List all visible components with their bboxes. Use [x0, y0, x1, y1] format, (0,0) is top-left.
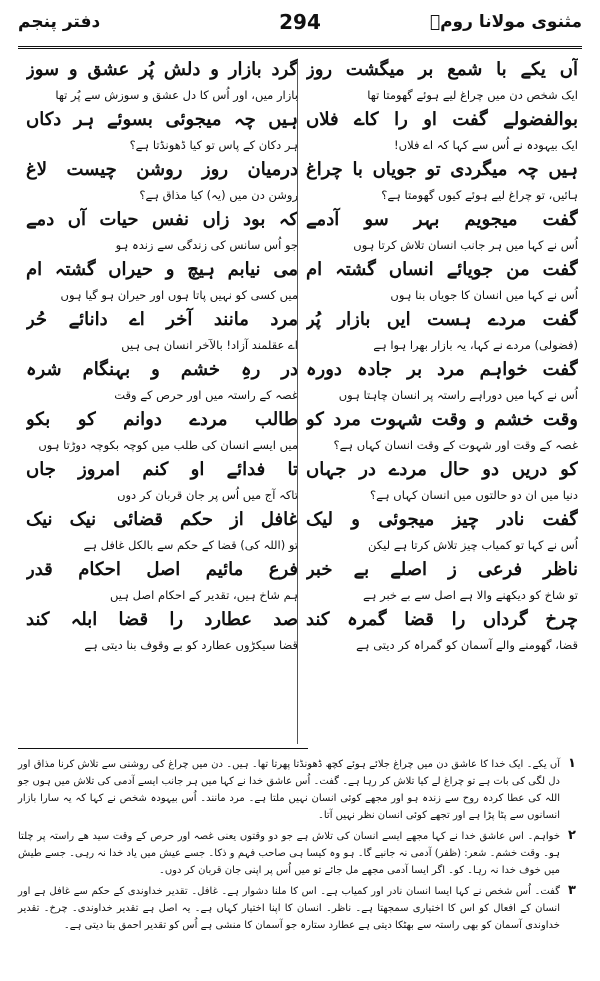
persian-verse: گرد بازار و دلش پُر عشق و سوز — [26, 59, 298, 80]
footnote-text: آں یکے۔ ایک خدا کا عاشق دن میں چراغ جلائے ہوئے کچھ ڈھونڈتا پھرتا تھا۔ ہیں۔ دن میں چراغ کی روشنی سے تلاش کرنا مذاق اور دل لگی کی بات ہے تو چراغ لے کیا تلاش کر رہا ہے۔ گفت۔ اُس عاشق خدا نے کہا میں ہر جانب ایسے آدمی کی تلاش میں ہوں جو اللہ کی عطا کردہ روح سے زندہ ہو اور مجھے کوئی انسان نہیں ملتا ہے۔ مرد مانند۔ اُس بیہودہ شخص نے کہا کہ یہ سارا بازار انسانوں سے پٹا پڑا ہے اور تجھے کوئی انسان نظر نہیں آتا۔ — [18, 759, 560, 821]
couplet — [26, 256, 298, 306]
persian-verse: درمیان روز روشن چیست لاغ — [26, 159, 298, 180]
footnote-text: گفت۔ اُس شخص نے کہا ایسا انسان نادر اور کمیاب ہے۔ اس کا ملنا دشوار ہے۔ غافل۔ تقدیر خداوندی کے حکم سے غافل ہے اور انسان کے افعال کو اس کا اختیاری سمجھتا ہے۔ ناظر۔ انسان کا اپنا اختیار کہاں ہے۔ یہ اصل ہے تقدیر خداوندی۔ چرخ۔ تقدیر خداوندی آسمان کو بھی راستہ سے بھٹکا دیتی ہے عطارد ستارہ جو آسمان کا منشی ہے اُس کو تقدیر احمق بنا دیتی ہے۔ — [18, 886, 560, 931]
couplet — [26, 106, 298, 156]
persian-verse: گفت خواہم مرد بر جادہ دورہ — [306, 359, 578, 380]
couplet — [306, 106, 578, 156]
persian-verse: گفت مردے ہست ایں بازار پُر — [306, 309, 578, 330]
column-divider — [297, 60, 298, 744]
persian-verse: بوالفضولے گفت او را کاے فلاں — [306, 109, 578, 130]
couplet — [306, 556, 578, 606]
footnote-number: ۲ — [568, 828, 576, 843]
urdu-translation: روشن دن میں (یہ) کیا مذاق ہے؟ — [139, 188, 298, 202]
footnote-number: ۳ — [568, 883, 576, 898]
urdu-translation: اُس نے کہا میں دوراہے راستہ پر انسان چاہتا ہوں — [338, 388, 578, 402]
couplet — [306, 256, 578, 306]
persian-verse: تا فدائے او کنم امروز جاں — [26, 459, 298, 480]
persian-verse: طالب مردے دوانم کو بکو — [26, 409, 298, 430]
couplet — [26, 556, 298, 606]
persian-verse: ناظر فرعی ز اصلے بے خبر — [306, 559, 578, 580]
urdu-translation: (فضولی) مردے نے کہا، یہ بازار بھرا ہوا ہے — [373, 338, 578, 352]
persian-verse: ہیں چہ میگردی تو جویاں با چراغ — [306, 159, 578, 180]
couplet — [26, 156, 298, 206]
couplet — [306, 156, 578, 206]
urdu-translation: بازار میں، اور اُس کا دل عشق و سوزش سے پُر تھا — [55, 88, 298, 102]
urdu-translation: میں کسی کو نہیں پاتا ہوں اور حیران ہو گیا ہوں — [60, 288, 298, 302]
book-title: مثنوی مولانا رومؒ — [429, 12, 582, 32]
footnotes — [18, 756, 584, 938]
urdu-translation: ایک بیہودہ نے اُس سے کہا کہ اے فلاں! — [394, 138, 578, 152]
persian-verse: چرخ گرداں را قضا گمرہ کند — [306, 609, 578, 630]
urdu-translation: اُس نے کہا میں ہر جانب انسان تلاش کرتا ہوں — [353, 238, 578, 252]
urdu-translation: ہائیں، تو چراغ لیے ہوئے کیوں گھومتا ہے؟ — [381, 188, 578, 202]
footnote-text: خواہم۔ اس عاشق خدا نے کہا مجھے ایسے انسان کی تلاش ہے جو دو وقتوں یعنی غصہ اور حرص کے وقت سید ھے راستہ پر چلتا ہو۔ وقت خشم۔ شعر: (ظفر) آدمی نہ جانیے گا۔ ہو وہ کیسا ہی صاحب فہم و ذکا۔ جسے عیش میں یاد خدا نہ رہی۔ جسے طیش میں خوف خدا نہ رہا۔ کو۔ اگر ایسا آدمی مجھے مل جائے تو میں اُس پر اپنی جان قربان کر دوں۔ — [18, 831, 560, 876]
part-title: دفتر پنجم — [18, 12, 101, 32]
persian-verse: گفت میجویم بہر سو آدمے — [306, 209, 578, 230]
couplet — [26, 456, 298, 506]
couplet — [306, 56, 578, 106]
persian-verse: فرع مائیم اصل احکام قدر — [26, 559, 298, 580]
header-rule — [18, 46, 582, 49]
urdu-translation: اُس نے کہا تو کمیاب چیز تلاش کرتا ہے لیکن — [368, 538, 578, 552]
poem-body — [26, 56, 578, 746]
page-header — [18, 8, 582, 48]
persian-verse: گفت من جویائے انساں گشتہ ام — [306, 259, 578, 280]
urdu-translation: اُس نے کہا میں انسان کا جویاں بنا ہوں — [390, 288, 578, 302]
urdu-translation: غصہ کے وقت اور شہوت کے وقت انسان کہاں ہے؟ — [333, 438, 578, 452]
couplet — [306, 506, 578, 556]
couplet — [306, 306, 578, 356]
persian-verse: آں یکے با شمع بر میگشت روز — [306, 59, 578, 80]
urdu-translation: تو (اللہ کی) قضا کے حکم سے بالکل غافل ہے — [83, 538, 298, 552]
couplet — [306, 206, 578, 256]
persian-verse: در رہِ خشم و بہنگام شرہ — [26, 359, 298, 380]
right-column — [306, 56, 578, 656]
couplet — [306, 456, 578, 506]
couplet — [26, 506, 298, 556]
footnote-number: ۱ — [568, 756, 576, 771]
couplet — [306, 406, 578, 456]
urdu-translation: ایک شخص دن میں چراغ لیے ہوئے گھومتا تھا — [367, 88, 578, 102]
couplet — [26, 356, 298, 406]
urdu-translation: جو اُس سانس کی زندگی سے زندہ ہو — [115, 238, 298, 252]
persian-verse: ہیں چہ میجوئی بسوئے ہر دکاں — [26, 109, 298, 130]
couplet — [26, 406, 298, 456]
footnote — [18, 828, 584, 879]
couplet — [26, 606, 298, 656]
footnote — [18, 756, 584, 824]
couplet — [306, 356, 578, 406]
couplet — [26, 206, 298, 256]
urdu-translation: قضا سیکڑوں عطارد کو بے وقوف بنا دیتی ہے — [84, 638, 298, 652]
persian-verse: صد عطارد را قضا ابلہ کند — [26, 609, 298, 630]
footnote-rule — [18, 748, 308, 749]
persian-verse: وقت خشم و وقت شہوت مرد کو — [306, 409, 578, 430]
couplet — [26, 56, 298, 106]
couplet — [26, 306, 298, 356]
urdu-translation: تاکہ آج میں اُس پر جان قربان کر دوں — [117, 488, 298, 502]
persian-verse: مرد مانند آخر اے دانائے حُر — [26, 309, 298, 330]
footnote — [18, 883, 584, 934]
persian-verse: غافل از حکم قضائی نیک نیک — [26, 509, 298, 530]
persian-verse: گفت نادر چیز میجوئی و لیک — [306, 509, 578, 530]
urdu-translation: قضا، گھومنے والے آسمان کو گمراہ کر دیتی ہے — [356, 638, 578, 652]
urdu-translation: غصہ کے راستہ میں اور حرص کے وقت — [114, 388, 298, 402]
couplet — [306, 606, 578, 656]
page-number: 294 — [279, 10, 321, 34]
urdu-translation: دنیا میں ان دو حالتوں میں انسان کہاں ہے؟ — [370, 488, 578, 502]
urdu-translation: میں ایسے انسان کی طلب میں کوچہ بکوچہ دوڑتا ہوں — [38, 438, 298, 452]
persian-verse: می نیابم ہیچ و حیراں گشتہ ام — [26, 259, 298, 280]
urdu-translation: ہم شاخ ہیں، تقدیر کے احکام اصل ہیں — [110, 588, 298, 602]
persian-verse: کو دریں دو حال مردے در جہاں — [306, 459, 578, 480]
urdu-translation: تو شاخ کو دیکھنے والا ہے اصل سے بے خبر ہے — [362, 588, 578, 602]
left-column — [26, 56, 298, 656]
persian-verse: کہ بود زاں نفس حیات آں دمے — [26, 209, 298, 230]
urdu-translation: اے عقلمند آزاد! بالآخر انسان ہی ہیں — [121, 338, 298, 352]
urdu-translation: ہر دکان کے پاس تو کیا ڈھونڈتا ہے؟ — [129, 138, 298, 152]
